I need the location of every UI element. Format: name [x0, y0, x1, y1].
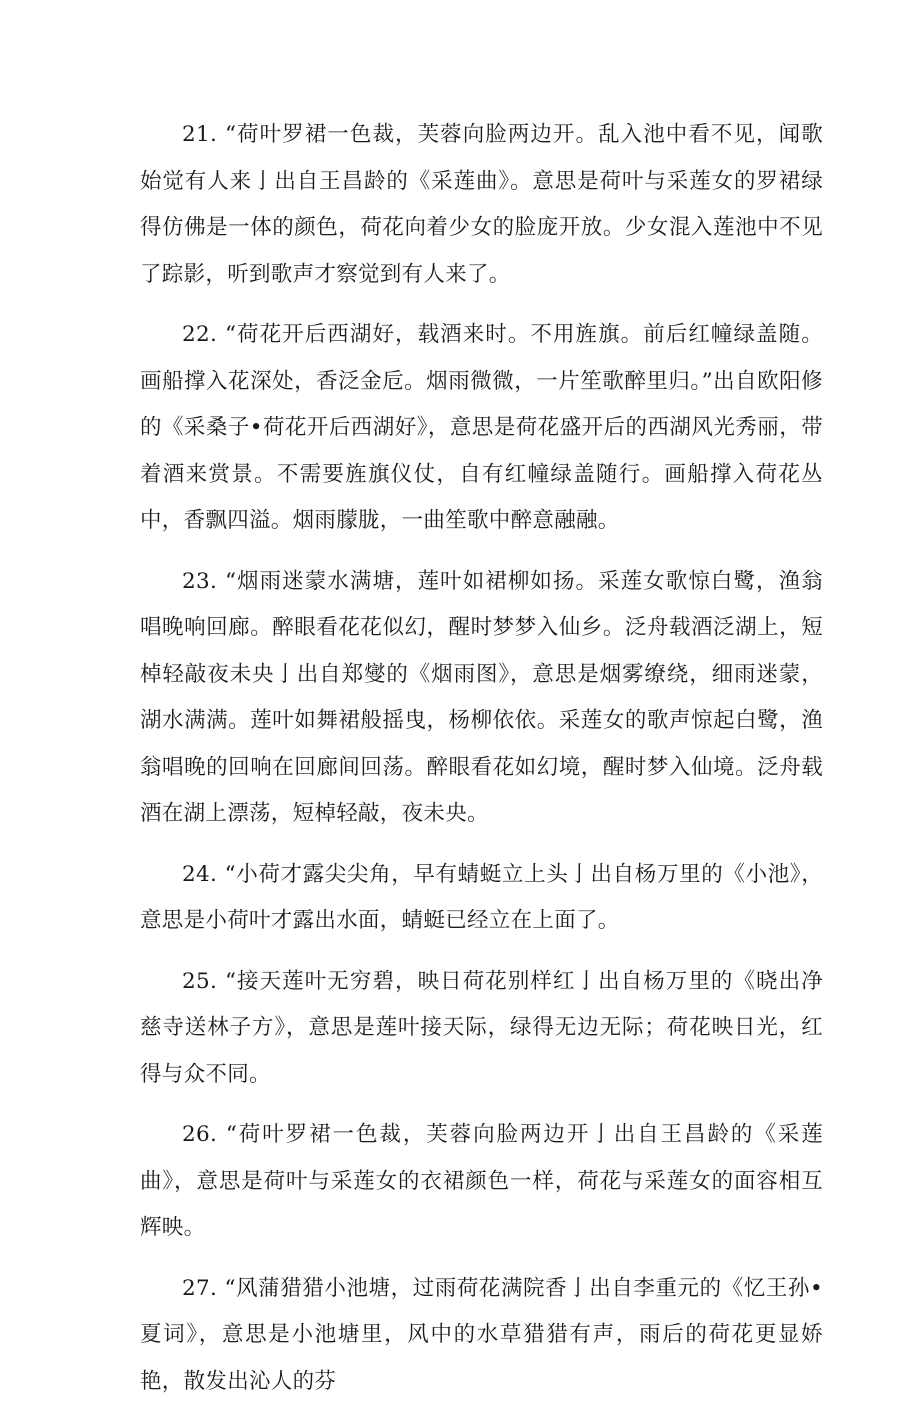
paragraph-24: 24. “小荷才露尖尖角，早有蜻蜓立上头亅出自杨万里的《小池》，意思是小荷叶才露出水面，蜻蜓已经立在上面了。 — [140, 861, 823, 933]
paragraph-21: 21. “荷叶罗裙一色裁，芙蓉向脸两边开。乱入池中看不见，闻歌始觉有人来亅出自王昌龄的《采莲曲》。意思是荷叶与采莲女的罗裙绿得仿佛是一体的颜色，荷花向着少女的脸庞开放。少女混入莲池中不见了踪影，听到歌声才察觉到有人来了。 — [140, 122, 823, 287]
document-body — [140, 112, 823, 1419]
paragraph-25: 25. “接天莲叶无穷碧，映日荷花别样红亅出自杨万里的《晓出净慈寺送林子方》，意思是莲叶接天际，绿得无边无际；荷花映日光，红得与众不同。 — [140, 968, 823, 1087]
paragraph-23: 23. “烟雨迷蒙水满塘，莲叶如裙柳如扬。采莲女歌惊白鹭，渔翁唱晚响回廊。醉眼看花花似幻，醒时梦梦入仙乡。泛舟载酒泛湖上，短棹轻敲夜未央亅出自郑燮的《烟雨图》，意思是烟雾缭绕，细雨迷蒙，湖水满满。莲叶如舞裙般摇曳，杨柳依依。采莲女的歌声惊起白鹭，渔翁唱晚的回响在回廊间回荡。醉眼看花如幻境，醒时梦入仙境。泛舟载酒在湖上漂荡，短棹轻敲，夜未央。 — [140, 568, 823, 826]
paragraph-26: 26. “荷叶罗裙一色裁，芙蓉向脸两边开亅出自王昌龄的《采莲曲》，意思是荷叶与采莲女的衣裙颜色一样，荷花与采莲女的面容相互辉映。 — [140, 1122, 823, 1240]
paragraph-22: 22. “荷花开后西湖好，载酒来时。不用旌旗。前后红幢绿盖随。画船撑入花深处，香泛金卮。烟雨微微，一片笙歌醉里归。”出自欧阳修的《采桑子•荷花开后西湖好》，意思是荷花盛开后的西湖风光秀丽，带着酒来赏景。不需要旌旗仪仗，自有红幢绿盖随行。画船撑入荷花丛中，香飘四溢。烟雨朦胧，一曲笙歌中醉意融融。 — [140, 322, 823, 533]
paragraph-27: 27. “风蒲猎猎小池塘，过雨荷花满院香亅出自李重元的《忆王孙•夏词》，意思是小池塘里，风中的水草猎猎有声，雨后的荷花更显娇艳，散发出沁人的芬 — [140, 1275, 823, 1394]
